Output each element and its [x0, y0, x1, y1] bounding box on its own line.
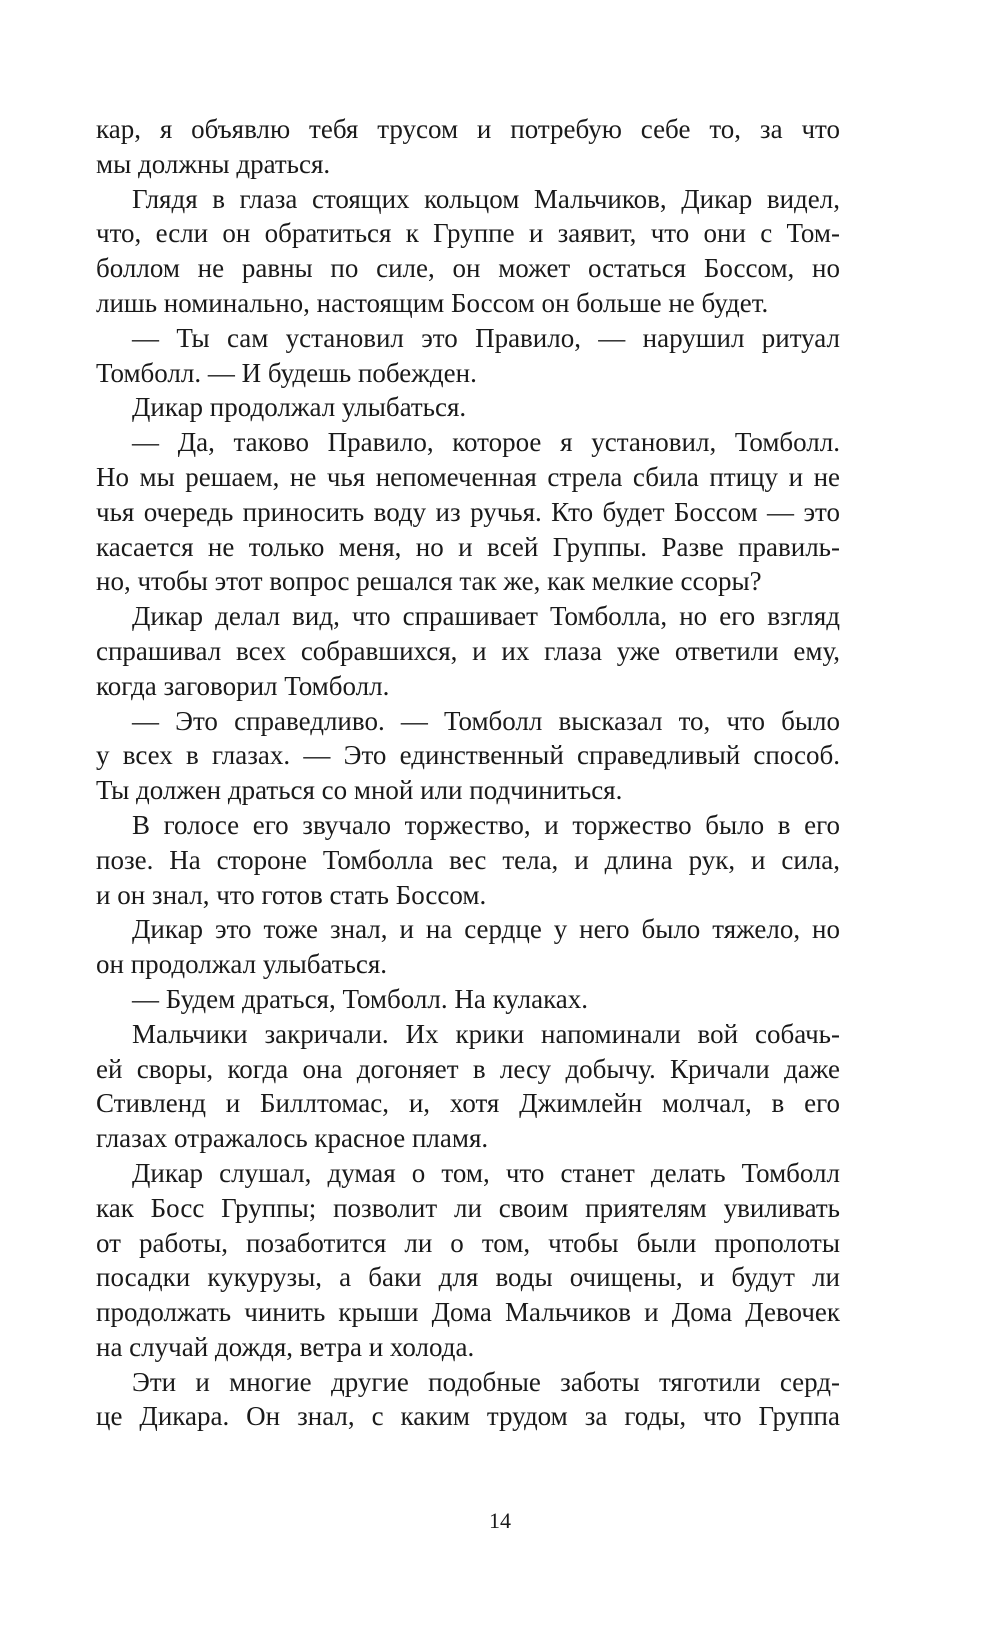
- text-line: Мальчики закричали. Их крики напоминали вой собачь-: [132, 1018, 840, 1049]
- text-line: Глядя в глаза стоящих кольцом Мальчиков, Дикар видел,: [132, 183, 840, 214]
- text-line: Стивленд и Биллтомас, и, хотя Джимлейн молчал, в его: [96, 1088, 840, 1119]
- paragraph: [96, 912, 840, 982]
- text-line: — Да, таково Правило, которое я установил, Томболл.: [132, 427, 840, 458]
- text-line: Дикар делал вид, что спрашивает Томболла, но его взгляд: [132, 601, 840, 632]
- paragraph: [96, 982, 840, 1017]
- text-line: Эти и многие другие подобные заботы тяготили серд-: [132, 1366, 840, 1397]
- text-line: це Дикара. Он знал, с каким трудом за годы, что Группа: [96, 1401, 840, 1432]
- body-text: [96, 112, 840, 1434]
- paragraph: [96, 704, 840, 808]
- text-line: на случай дождя, ветра и холода.: [96, 1331, 475, 1362]
- text-line: что, если он обратиться к Группе и заявит, что они с Том-: [96, 218, 840, 249]
- text-line: Дикар слушал, думая о том, что станет делать Томболл: [132, 1157, 840, 1188]
- paragraph: [96, 425, 840, 599]
- paragraph: [96, 112, 840, 182]
- text-line: и он знал, что готов стать Боссом.: [96, 879, 487, 910]
- text-line: чья очередь приносить воду из ручья. Кто будет Боссом — это: [96, 496, 840, 527]
- text-line: кар, я объявлю тебя трусом и потребую себе то, за что: [96, 114, 840, 144]
- text-line: — Это справедливо. — Томболл высказал то, что было: [132, 705, 840, 736]
- text-line: когда заговорил Томболл.: [96, 670, 390, 701]
- text-line: Дикар продолжал улыбаться.: [132, 392, 467, 423]
- text-line: Но мы решаем, не чья непомеченная стрела сбила птицу и не: [96, 461, 840, 492]
- text-line: у всех в глазах. — Это единственный справедливый способ.: [96, 740, 840, 771]
- text-line: лишь номинально, настоящим Боссом он больше не будет.: [96, 287, 769, 318]
- text-line: — Будем драться, Томболл. На кулаках.: [132, 983, 589, 1014]
- text-line: но, чтобы этот вопрос решался так же, как мелкие ссоры?: [96, 566, 762, 597]
- paragraph: [96, 390, 840, 425]
- text-line: позе. На стороне Томболла вес тела, и длина рук, и сила,: [96, 844, 840, 875]
- text-line: Ты должен драться со мной или подчиниться.: [96, 775, 623, 806]
- page-number: 14: [489, 1508, 511, 1533]
- text-line: спрашивал всех собравшихся, и их глаза уже ответили ему,: [96, 635, 840, 666]
- text-line: боллом не равны по силе, он может остаться Боссом, но: [96, 253, 840, 284]
- text-line: он продолжал улыбаться.: [96, 949, 388, 980]
- paragraph: [96, 599, 840, 703]
- text-line: продолжать чинить крыши Дома Мальчиков и Дома Девочек: [96, 1297, 840, 1328]
- text-line: В голосе его звучало торжество, и торжество было в его: [132, 809, 840, 840]
- paragraph: [96, 1365, 840, 1435]
- text-line: глазах отражалось красное пламя.: [96, 1123, 489, 1154]
- paragraph: [96, 1017, 840, 1156]
- text-line: Томболл. — И будешь побежден.: [96, 357, 477, 388]
- paragraph: [96, 321, 840, 391]
- text-line: от работы, позаботится ли о том, чтобы были прополоты: [96, 1227, 840, 1258]
- paragraph: [96, 808, 840, 912]
- text-line: мы должны драться.: [96, 148, 331, 179]
- text-line: ей своры, когда она догоняет в лесу добычу. Кричали даже: [96, 1053, 840, 1084]
- text-line: как Босс Группы; позволит ли своим приятелям увиливать: [96, 1192, 840, 1223]
- paragraph: [96, 1156, 840, 1365]
- paragraph: [96, 182, 840, 321]
- text-line: — Ты сам установил это Правило, — нарушил ритуал: [132, 322, 840, 353]
- text-line: посадки кукурузы, а баки для воды очищены, и будут ли: [96, 1262, 840, 1293]
- text-line: Дикар это тоже знал, и на сердце у него было тяжело, но: [132, 914, 840, 945]
- text-line: касается не только меня, но и всей Группы. Разве правиль-: [96, 531, 840, 562]
